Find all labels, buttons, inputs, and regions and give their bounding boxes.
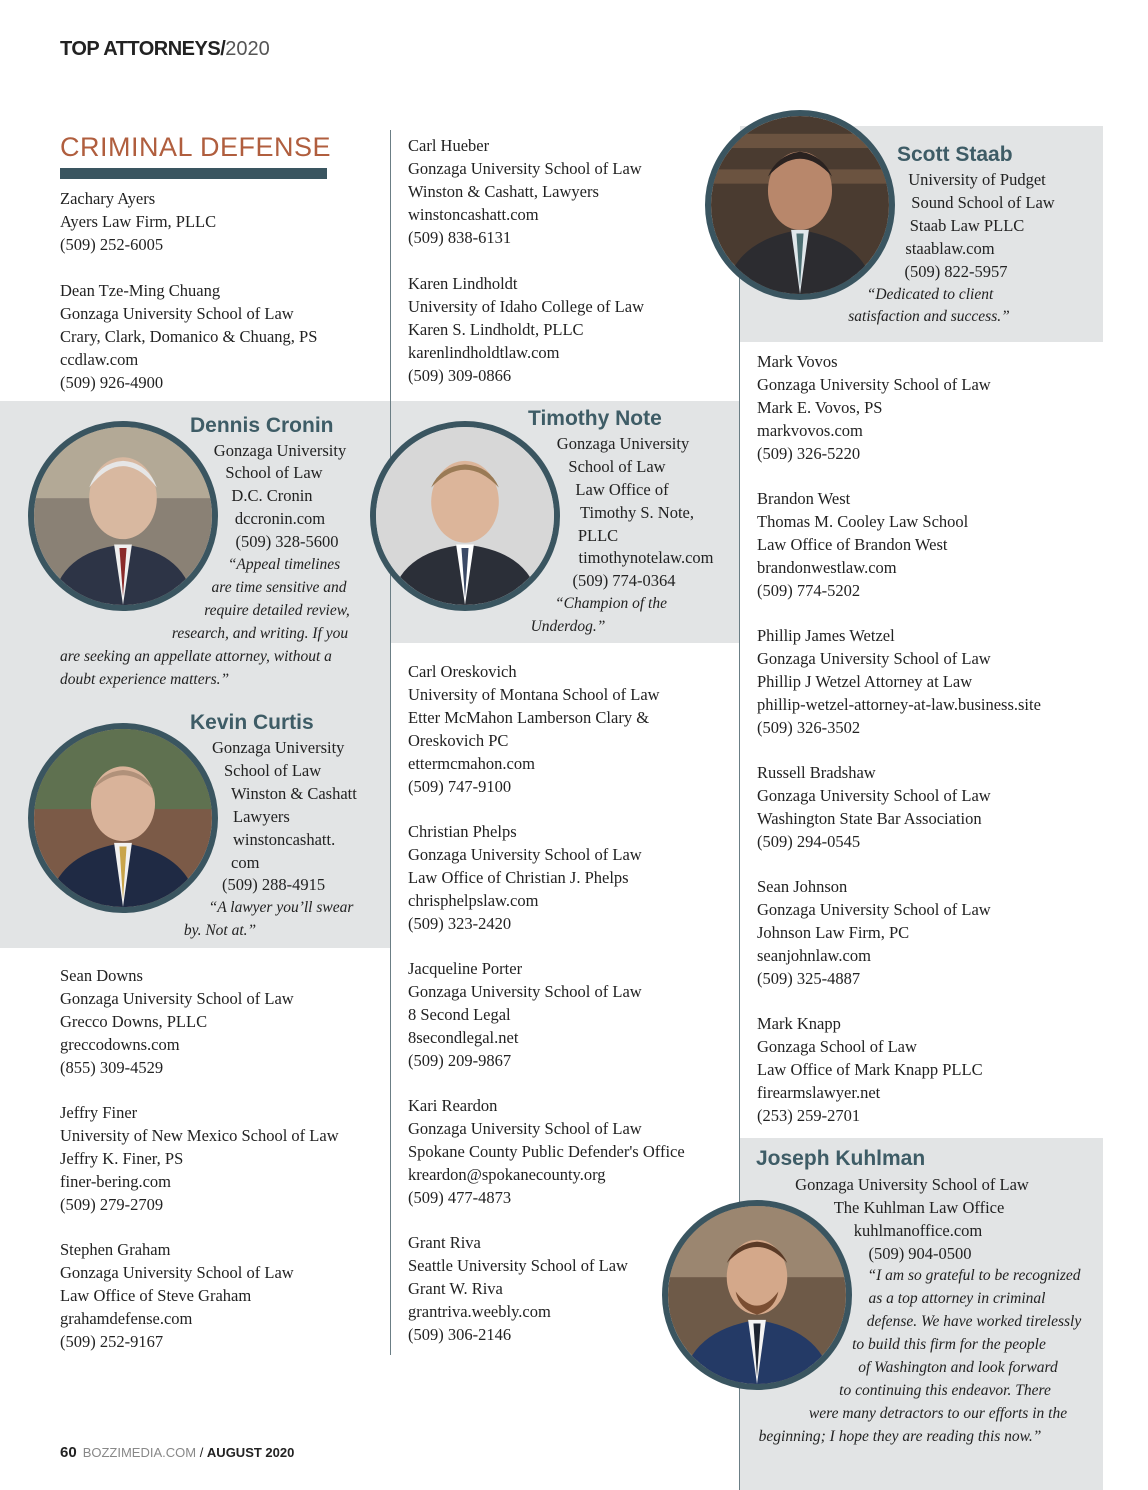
attorney-name: Dean Tze-Ming Chuang bbox=[60, 281, 221, 300]
featured-detail: School of Law bbox=[225, 463, 323, 482]
attorney-entry bbox=[757, 624, 1041, 739]
attorney-name: Brandon West bbox=[757, 489, 851, 508]
footer-site: BOZZIMEDIA.COM bbox=[82, 1445, 197, 1460]
attorney-detail: kreardon@spokanecounty.org bbox=[408, 1165, 606, 1184]
featured-quote-line: as a top attorney in criminal bbox=[868, 1290, 1046, 1307]
attorney-detail: Karen S. Lindholdt, PLLC bbox=[408, 320, 584, 339]
attorney-detail: University of New Mexico School of Law bbox=[60, 1126, 339, 1145]
attorney-detail: (509) 477-4873 bbox=[408, 1188, 512, 1207]
attorney-detail: (509) 323-2420 bbox=[408, 914, 512, 933]
attorney-entry bbox=[408, 957, 642, 1072]
attorney-detail: Gonzaga University School of Law bbox=[757, 375, 991, 394]
attorney-name: Sean Downs bbox=[60, 966, 143, 985]
featured-detail: kuhlmanoffice.com bbox=[853, 1221, 983, 1240]
title-underline-bar bbox=[60, 168, 327, 179]
featured-name-note: Timothy Note bbox=[528, 407, 662, 430]
attorney-detail: (509) 252-9167 bbox=[60, 1332, 164, 1351]
featured-quote-line: research, and writing. If you bbox=[171, 625, 349, 642]
attorney-detail: Gonzaga University School of Law bbox=[60, 304, 294, 323]
attorney-detail: greccodowns.com bbox=[60, 1035, 180, 1054]
attorney-entry bbox=[408, 660, 660, 798]
attorney-detail: ccdlaw.com bbox=[60, 350, 139, 369]
featured-quote-line: are seeking an appellate attorney, without a bbox=[60, 648, 332, 665]
featured-quote-line: “Dedicated to client bbox=[866, 286, 994, 303]
featured-detail: timothynotelaw.com bbox=[578, 548, 714, 567]
attorney-entry bbox=[60, 187, 216, 256]
featured-detail: Sound School of Law bbox=[911, 193, 1055, 212]
attorney-detail: (509) 306-2146 bbox=[408, 1325, 512, 1344]
attorney-detail: (509) 209-9867 bbox=[408, 1051, 512, 1070]
attorney-name: Christian Phelps bbox=[408, 822, 517, 841]
featured-quote-line: were many detractors to our efforts in the bbox=[808, 1405, 1068, 1422]
attorney-detail: (855) 309-4529 bbox=[60, 1058, 164, 1077]
attorney-detail: karenlindholdtlaw.com bbox=[408, 343, 560, 362]
featured-detail: (509) 288-4915 bbox=[222, 875, 326, 894]
header-title: TOP ATTORNEYS/ bbox=[60, 38, 226, 60]
attorney-name: Phillip James Wetzel bbox=[757, 626, 895, 645]
featured-quote-line: require detailed review, bbox=[204, 602, 350, 619]
featured-detail: (509) 904-0500 bbox=[868, 1244, 972, 1263]
featured-name-kuhlman: Joseph Kuhlman bbox=[756, 1147, 926, 1170]
attorney-detail: (509) 774-5202 bbox=[757, 581, 861, 600]
attorney-detail: finer-bering.com bbox=[60, 1172, 171, 1191]
running-header bbox=[60, 38, 270, 61]
featured-detail: com bbox=[231, 853, 260, 872]
attorney-entry bbox=[60, 1101, 339, 1216]
attorney-detail: (509) 926-4900 bbox=[60, 373, 164, 392]
attorney-entry bbox=[60, 964, 294, 1079]
attorney-detail: Law Office of Brandon West bbox=[757, 535, 948, 554]
featured-detail: Gonzaga University bbox=[212, 738, 345, 757]
featured-detail: School of Law bbox=[568, 457, 666, 476]
featured-quote-line: “I am so grateful to be recognized bbox=[867, 1267, 1081, 1284]
attorney-detail: winstoncashatt.com bbox=[408, 205, 539, 224]
attorney-detail: seanjohnlaw.com bbox=[757, 946, 871, 965]
attorney-detail: Gonzaga University School of Law bbox=[757, 900, 991, 919]
scott-staab-photo bbox=[705, 110, 895, 300]
attorney-detail: Seattle University School of Law bbox=[408, 1256, 628, 1275]
featured-name-curtis: Kevin Curtis bbox=[190, 711, 314, 734]
attorney-name: Sean Johnson bbox=[757, 877, 848, 896]
attorney-detail: (509) 279-2709 bbox=[60, 1195, 164, 1214]
featured-name-cronin: Dennis Cronin bbox=[190, 414, 334, 437]
featured-quote-line: “Appeal timelines bbox=[227, 556, 341, 573]
featured-detail: (509) 774-0364 bbox=[572, 571, 676, 590]
featured-detail: Gonzaga University bbox=[556, 434, 690, 453]
attorney-name: Grant Riva bbox=[408, 1233, 481, 1252]
featured-quote-line: “A lawyer you’ll swear bbox=[208, 899, 354, 916]
attorney-detail: (509) 838-6131 bbox=[408, 228, 512, 247]
page-footer bbox=[60, 1444, 294, 1461]
featured-quote-line: doubt experience matters.” bbox=[60, 671, 230, 688]
featured-quote-line: are time sensitive and bbox=[211, 579, 347, 596]
featured-quote-line: of Washington and look forward bbox=[858, 1359, 1058, 1376]
attorney-entry bbox=[408, 1094, 685, 1209]
attorney-detail: Grecco Downs, PLLC bbox=[60, 1012, 208, 1031]
attorney-name: Kari Reardon bbox=[408, 1096, 498, 1115]
attorney-detail: (509) 326-5220 bbox=[757, 444, 861, 463]
featured-detail: Staab Law PLLC bbox=[909, 216, 1025, 235]
attorney-name: Jeffry Finer bbox=[60, 1103, 138, 1122]
featured-quote-line: beginning; I hope they are reading this now.” bbox=[758, 1428, 1042, 1445]
featured-quote-line: “Champion of the bbox=[555, 595, 667, 612]
attorney-detail: markvovos.com bbox=[757, 421, 863, 440]
attorney-detail: Oreskovich PC bbox=[408, 731, 509, 750]
footer-separator: / bbox=[196, 1445, 207, 1460]
featured-detail: Law Office of bbox=[575, 480, 669, 499]
attorney-detail: Gonzaga University School of Law bbox=[60, 989, 294, 1008]
attorney-entry bbox=[408, 1231, 628, 1346]
footer-date: AUGUST 2020 bbox=[206, 1445, 295, 1460]
attorney-detail: 8secondlegal.net bbox=[408, 1028, 519, 1047]
attorney-detail: Ayers Law Firm, PLLC bbox=[60, 212, 217, 231]
attorney-detail: phillip-wetzel-attorney-at-law.business.site bbox=[757, 695, 1041, 714]
attorney-detail: Law Office of Mark Knapp PLLC bbox=[757, 1060, 983, 1079]
attorney-detail: Gonzaga University School of Law bbox=[408, 845, 642, 864]
attorney-detail: Winston & Cashatt, Lawyers bbox=[408, 182, 599, 201]
featured-detail: Gonzaga University bbox=[213, 441, 347, 460]
attorney-detail: Gonzaga University School of Law bbox=[408, 982, 642, 1001]
header-year: 2020 bbox=[225, 38, 270, 60]
featured-detail: D.C. Cronin bbox=[231, 486, 313, 505]
attorney-detail: (509) 326-3502 bbox=[757, 718, 861, 737]
attorney-entry bbox=[757, 487, 968, 602]
featured-quote-line: defense. We have worked tirelessly bbox=[866, 1313, 1082, 1330]
attorney-detail: Law Office of Steve Graham bbox=[60, 1286, 252, 1305]
attorney-detail: Spokane County Public Defender's Office bbox=[408, 1142, 685, 1161]
attorney-name: Carl Oreskovich bbox=[408, 662, 517, 681]
attorney-name: Mark Knapp bbox=[757, 1014, 841, 1033]
attorney-detail: (253) 259-2701 bbox=[757, 1106, 861, 1125]
featured-detail: (509) 822-5957 bbox=[904, 262, 1008, 281]
attorney-detail: Etter McMahon Lamberson Clary & bbox=[408, 708, 650, 727]
attorney-detail: (509) 294-0545 bbox=[757, 832, 861, 851]
featured-detail: staablaw.com bbox=[905, 239, 995, 258]
featured-detail: The Kuhlman Law Office bbox=[833, 1198, 1005, 1217]
attorney-detail: Johnson Law Firm, PC bbox=[757, 923, 910, 942]
attorney-detail: Crary, Clark, Domanico & Chuang, PS bbox=[60, 327, 318, 346]
section-title: CRIMINAL DEFENSE bbox=[60, 132, 332, 162]
attorney-detail: University of Montana School of Law bbox=[408, 685, 660, 704]
featured-quote-line: to continuing this endeavor. There bbox=[839, 1382, 1051, 1399]
attorney-detail: Thomas M. Cooley Law School bbox=[757, 512, 969, 531]
attorney-detail: brandonwestlaw.com bbox=[757, 558, 897, 577]
attorney-entry bbox=[408, 134, 642, 249]
attorney-entry bbox=[757, 1012, 983, 1127]
attorney-entry bbox=[60, 279, 317, 394]
featured-quote-line: to build this firm for the people bbox=[852, 1336, 1046, 1353]
attorney-entry bbox=[757, 350, 991, 465]
attorney-detail: Gonzaga University School of Law bbox=[757, 786, 991, 805]
featured-detail: (509) 328-5600 bbox=[235, 532, 339, 551]
featured-quote-line: satisfaction and success.” bbox=[848, 308, 1010, 325]
attorney-detail: (509) 325-4887 bbox=[757, 969, 861, 988]
featured-quote-line: by. Not at.” bbox=[183, 922, 257, 939]
featured-detail: PLLC bbox=[577, 526, 619, 545]
attorney-entry bbox=[60, 1238, 294, 1353]
attorney-name: Zachary Ayers bbox=[60, 189, 156, 208]
column-divider-1 bbox=[390, 130, 391, 1355]
timothy-note-photo bbox=[370, 421, 560, 611]
attorney-detail: Law Office of Christian J. Phelps bbox=[408, 868, 629, 887]
attorney-detail: University of Idaho College of Law bbox=[408, 297, 644, 316]
featured-detail: dccronin.com bbox=[234, 509, 326, 528]
featured-detail: Gonzaga University School of Law bbox=[795, 1175, 1029, 1194]
dennis-cronin-photo bbox=[28, 421, 218, 611]
attorney-name: Jacqueline Porter bbox=[408, 959, 523, 978]
attorney-name: Karen Lindholdt bbox=[408, 274, 518, 293]
attorney-detail: (509) 252-6005 bbox=[60, 235, 164, 254]
attorney-name: Mark Vovos bbox=[757, 352, 838, 371]
attorney-detail: Gonzaga University School of Law bbox=[408, 1119, 642, 1138]
attorney-detail: Jeffry K. Finer, PS bbox=[60, 1149, 184, 1168]
attorney-detail: grantriva.weebly.com bbox=[408, 1302, 551, 1321]
featured-name-staab: Scott Staab bbox=[897, 143, 1013, 166]
attorney-detail: Grant W. Riva bbox=[408, 1279, 503, 1298]
featured-quote-line: Underdog.” bbox=[530, 618, 606, 635]
attorney-detail: Phillip J Wetzel Attorney at Law bbox=[757, 672, 973, 691]
attorney-detail: Gonzaga University School of Law bbox=[60, 1263, 294, 1282]
featured-detail: School of Law bbox=[224, 761, 322, 780]
attorney-entry bbox=[408, 820, 642, 935]
attorney-detail: Gonzaga School of Law bbox=[757, 1037, 917, 1056]
attorney-detail: chrisphelpslaw.com bbox=[408, 891, 539, 910]
attorney-detail: Washington State Bar Association bbox=[757, 809, 982, 828]
attorney-detail: 8 Second Legal bbox=[408, 1005, 511, 1024]
attorney-detail: firearmslawyer.net bbox=[757, 1083, 881, 1102]
featured-detail: winstoncashatt. bbox=[233, 830, 336, 849]
attorney-name: Stephen Graham bbox=[60, 1240, 171, 1259]
attorney-detail: ettermcmahon.com bbox=[408, 754, 535, 773]
attorney-detail: Mark E. Vovos, PS bbox=[757, 398, 883, 417]
attorney-detail: (509) 309-0866 bbox=[408, 366, 512, 385]
joseph-kuhlman-photo bbox=[662, 1200, 852, 1390]
attorney-entry bbox=[757, 761, 991, 853]
featured-detail: Winston & Cashatt bbox=[231, 784, 357, 803]
featured-detail: Lawyers bbox=[233, 807, 290, 826]
attorney-name: Russell Bradshaw bbox=[757, 763, 876, 782]
kevin-curtis-photo bbox=[28, 723, 218, 913]
featured-detail: University of Pudget bbox=[908, 170, 1046, 189]
attorney-detail: (509) 747-9100 bbox=[408, 777, 512, 796]
attorney-detail: Gonzaga University School of Law bbox=[757, 649, 991, 668]
attorney-name: Carl Hueber bbox=[408, 136, 490, 155]
featured-detail: Timothy S. Note, bbox=[579, 503, 695, 522]
attorney-detail: Gonzaga University School of Law bbox=[408, 159, 642, 178]
attorney-detail: grahamdefense.com bbox=[60, 1309, 193, 1328]
attorney-entry bbox=[757, 875, 991, 990]
attorney-entry bbox=[408, 272, 644, 387]
page-number: 60 bbox=[60, 1444, 77, 1461]
